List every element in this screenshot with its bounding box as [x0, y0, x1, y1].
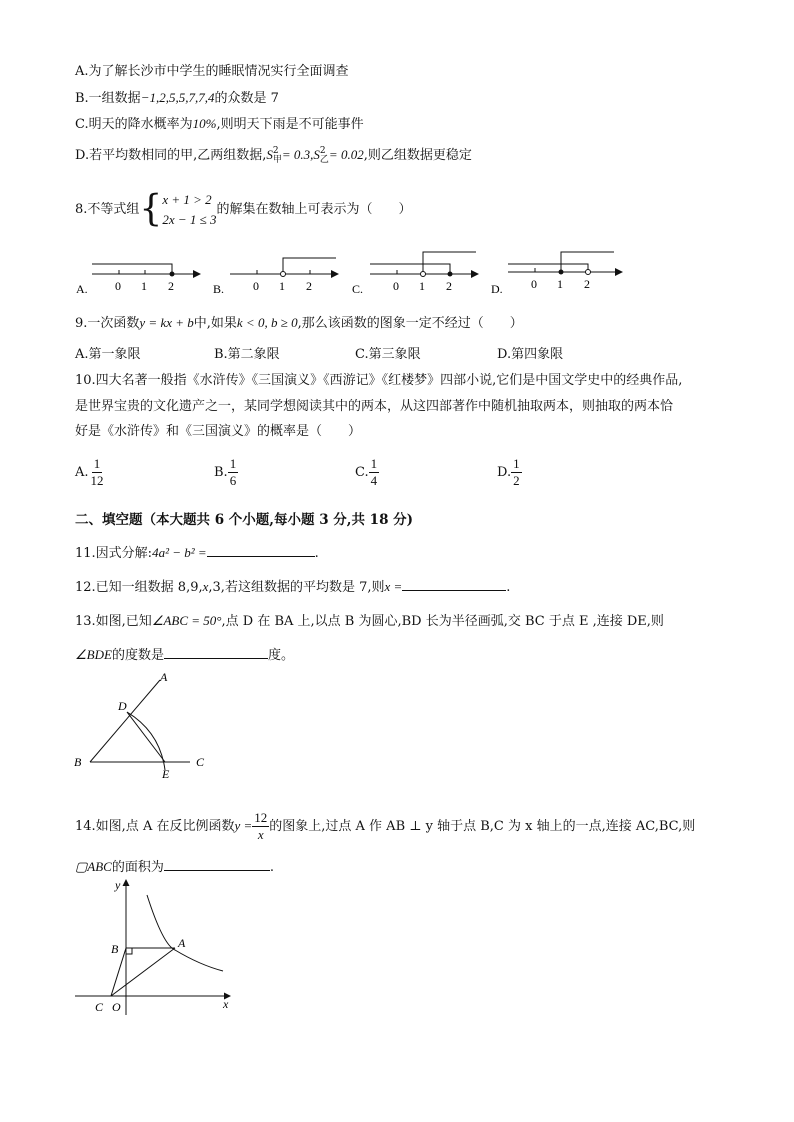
number-line-d: [491, 252, 622, 296]
q9-cond: k < 0, b ≥ 0: [236, 315, 298, 330]
q7-d-sq2: 2: [319, 145, 326, 156]
q7-option-a: A.为了解长沙市中学生的睡眠情况实行全面调查: [75, 64, 349, 79]
q7-d-sq1: 2: [272, 145, 279, 156]
q8-ineq1: x + 1 > 2: [162, 191, 212, 207]
number-line-a: [76, 264, 200, 296]
q9-post: ,那么该函数的图象一定不经过（ ）: [297, 316, 523, 331]
q10-d-num: 1: [513, 456, 520, 471]
q10-b-num: 1: [229, 456, 237, 471]
ray-ba: [90, 680, 160, 762]
q8-number-lines: [0, 250, 794, 310]
q7-d-jia: 甲: [272, 154, 282, 165]
q7-d-post: ,则乙组数据更稳定: [363, 148, 472, 163]
q11-expr: 4a² − b² =: [152, 545, 207, 560]
svg-text:0: 0: [115, 279, 121, 293]
q14-post: 的图象上,过点 A 作 AB ⊥ y 轴于点 B,C 为 x 轴上的一点,连接 AC,BC,则: [269, 819, 696, 834]
q9-mid: 中,如果: [193, 316, 237, 331]
segment-ac: [111, 948, 175, 996]
q12-post: .: [506, 580, 511, 595]
svg-text:D: D: [118, 699, 127, 713]
q13-line2: [75, 646, 294, 665]
q10-c-num: 1: [370, 456, 378, 471]
svg-text:O: O: [112, 1000, 121, 1014]
q10-option-b: [214, 456, 238, 489]
q13-post: ,点 D 在 BA 上,以点 B 为圆心,BD 长为半径画弧,交 BC 于点 E ,连接 DE,则: [221, 614, 664, 629]
section-title: 二、填空题（本大题共 6 个小题,每小题 3 分,共 18 分): [75, 512, 414, 528]
q7-c-post: ,则明天下雨是不可能事件: [216, 117, 364, 132]
q13-answer-blank[interactable]: [164, 646, 268, 659]
svg-text:B: B: [74, 755, 82, 769]
number-line-b: [213, 258, 338, 296]
q10-d-label: D.: [497, 465, 512, 480]
q14-func-y: y =: [234, 818, 253, 833]
q10-b-den: 6: [229, 473, 237, 488]
q10-a-num: 1: [93, 456, 101, 471]
q13-mid: 的度数是: [111, 648, 164, 663]
q7-d-pre: D.若平均数相同的甲,乙两组数据,: [75, 148, 267, 163]
q12-pre: 12.已知一组数据 8,9,: [75, 580, 203, 595]
q8-ineq2: 2x − 1 ≤ 3: [162, 211, 217, 227]
q12-mid: ,3,若这组数据的平均数是 7,则: [208, 580, 385, 595]
q7-d-s2: S: [313, 147, 320, 162]
q7-option-b: [75, 89, 279, 108]
q7-option-d: [75, 146, 472, 165]
q10-b-label: B.: [214, 465, 228, 480]
q14-answer-blank[interactable]: [164, 858, 270, 871]
svg-text:1: 1: [557, 277, 563, 291]
q8-stem: [75, 188, 412, 232]
svg-text:1: 1: [141, 279, 147, 293]
q9-option-b: B.第二象限: [214, 347, 280, 362]
q7-b-data: −1,2,5,5,7,7,4: [140, 90, 215, 105]
q11-post: .: [314, 546, 319, 561]
q7-d-v2: = 0.02: [328, 147, 364, 162]
q14-den: x: [257, 827, 264, 842]
q14-triangle: ▢ABC: [75, 859, 112, 874]
q9-option-d: D.第四象限: [497, 347, 564, 362]
q14-num: 12: [254, 810, 268, 825]
label-d: D.: [491, 282, 503, 296]
q14-tail: .: [269, 860, 274, 875]
q7-b-pre: B.一组数据: [75, 91, 141, 106]
q14-mid: 的面积为: [111, 860, 164, 875]
q9-pre: 9.一次函数: [75, 316, 140, 331]
q8-pre: 8.不等式组: [75, 202, 140, 217]
svg-text:0: 0: [393, 279, 399, 293]
label-a: A.: [76, 282, 88, 296]
svg-text:1: 1: [279, 279, 285, 293]
q10-a-label: A.: [75, 465, 89, 480]
q14-figure: [75, 875, 245, 1025]
q14-pre: 14.如图,点 A 在反比例函数: [75, 819, 235, 834]
segment-de: [127, 712, 165, 762]
q11-pre: 11.因式分解:: [75, 546, 153, 561]
svg-text:C: C: [196, 755, 205, 769]
q7-d-s1: S: [266, 147, 273, 162]
q7-c-pre: C.明天的降水概率为: [75, 117, 193, 132]
svg-text:B: B: [111, 942, 119, 956]
hyperbola-curve: [147, 895, 223, 971]
q7-c-pct: 10%: [192, 116, 217, 131]
q10-line3: 好是《水浒传》和《三国演义》的概率是（ ）: [75, 424, 362, 439]
svg-text:A: A: [160, 670, 168, 684]
q10-a-den: 12: [90, 473, 104, 488]
right-angle-mark: [126, 948, 132, 954]
q13-pre: 13.如图,已知: [75, 614, 152, 629]
label-c: C.: [352, 282, 364, 296]
q11: [75, 544, 319, 563]
q12-answer-blank[interactable]: [402, 578, 506, 591]
q8-post: 的解集在数轴上可表示为（ ）: [216, 202, 412, 217]
q10-d-den: 2: [513, 473, 520, 488]
svg-text:C: C: [95, 1000, 104, 1014]
svg-text:x: x: [223, 997, 229, 1011]
svg-text:0: 0: [253, 279, 259, 293]
brace-icon: {: [139, 188, 163, 230]
label-b: B.: [213, 282, 225, 296]
svg-text:0: 0: [531, 277, 537, 291]
svg-text:2: 2: [446, 279, 452, 293]
q9-option-a: A.第一象限: [75, 347, 141, 362]
q10-line2: 是世界宝贵的文化遗产之一，某同学想阅读其中的两本，从这四部著作中随机抽取两本，则抽取的两本恰: [75, 399, 674, 414]
q13-angle-bde: ∠BDE: [75, 647, 112, 662]
number-line-c: [352, 252, 478, 296]
q14-line1: [75, 806, 695, 847]
q12-eq: x =: [384, 579, 403, 594]
svg-text:y: y: [115, 878, 121, 892]
q13-tail: 度。: [267, 648, 294, 663]
q7-d-yi: 乙: [319, 154, 329, 165]
q11-answer-blank[interactable]: [207, 544, 315, 557]
q9-stem: [75, 314, 523, 333]
svg-text:2: 2: [168, 279, 174, 293]
q7-b-post: 的众数是 7: [214, 91, 279, 106]
svg-text:A: A: [178, 936, 186, 950]
q13-angle: ∠ABC = 50°: [151, 613, 222, 628]
arc-de: [127, 712, 165, 770]
q10-option-c: [355, 456, 379, 489]
q9-option-c: C.第三象限: [355, 347, 421, 362]
svg-text:2: 2: [306, 279, 312, 293]
q10-c-label: C.: [355, 465, 369, 480]
q10-line1: 10.四大名著一般指《水浒传》《三国演义》《西游记》《红楼梦》四部小说,它们是中国文学史中的经典作品,: [75, 373, 683, 388]
q12-x: x: [202, 579, 209, 594]
q13-line1: [75, 612, 664, 631]
q12: [75, 578, 510, 597]
svg-text:E: E: [162, 767, 170, 781]
q13-figure: [70, 672, 210, 782]
svg-text:2: 2: [584, 277, 590, 291]
q9-func: y = kx + b: [139, 315, 194, 330]
q10-option-a: [75, 456, 106, 489]
q10-c-den: 4: [370, 473, 378, 488]
q7-d-v1: = 0.3,: [281, 147, 314, 162]
svg-text:1: 1: [419, 279, 425, 293]
q10-option-d: [497, 456, 522, 489]
q7-option-c: [75, 115, 364, 134]
